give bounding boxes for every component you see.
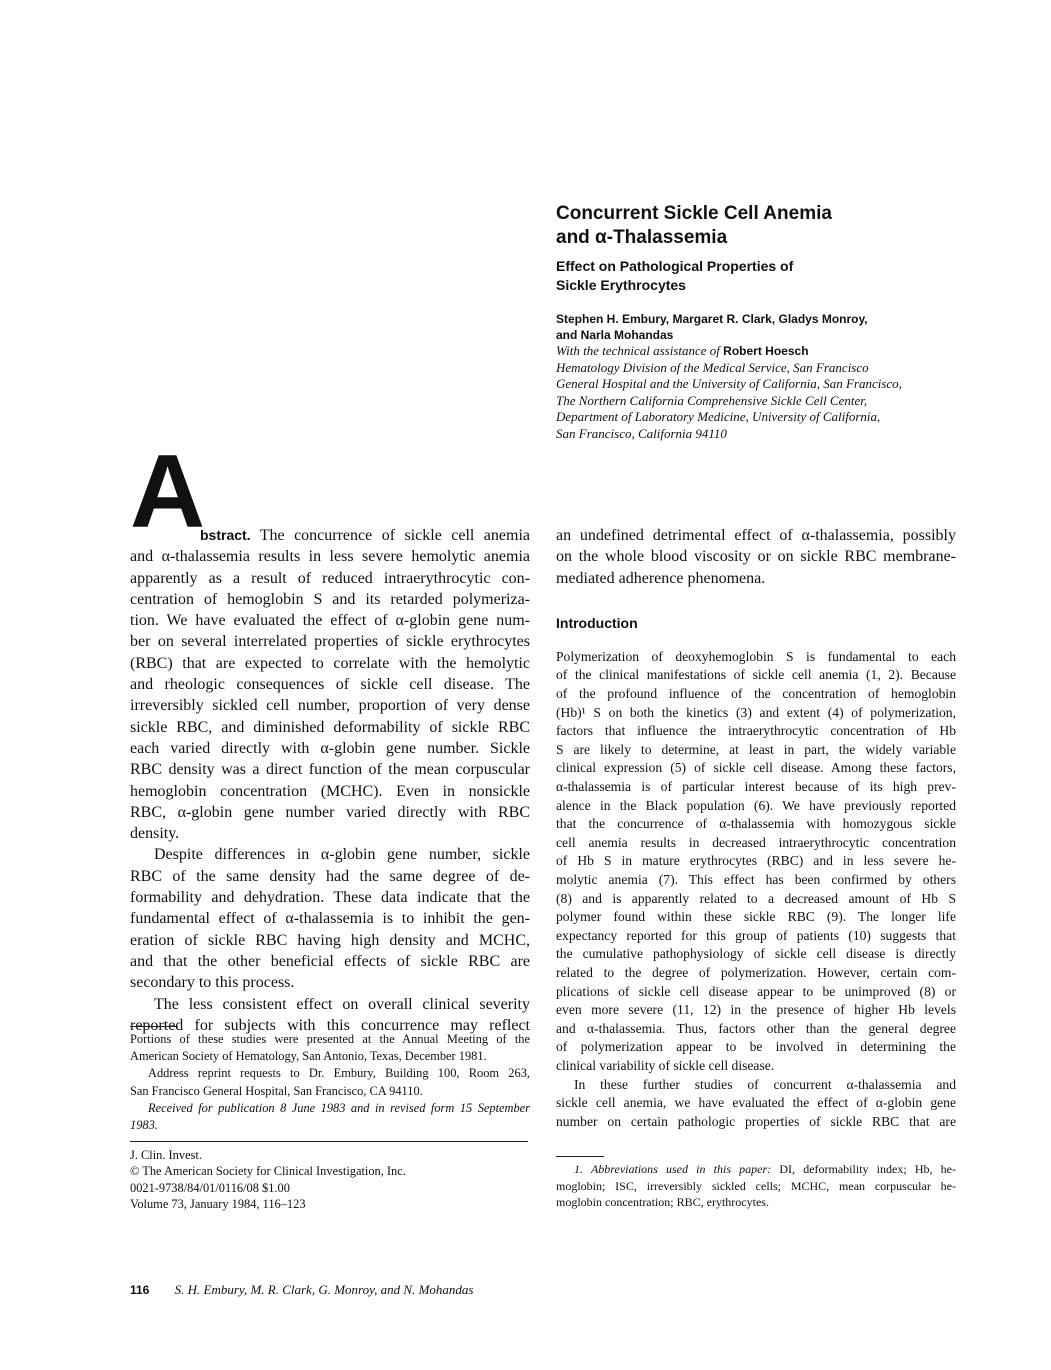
- abstract-line: an undefined detrimental effect of α-thalassemia, possibly: [556, 527, 956, 544]
- affiliation-line: The Northern California Comprehensive Sickle Cell Center,: [556, 392, 868, 408]
- title-line: Concurrent Sickle Cell Anemia: [556, 203, 832, 224]
- footnote-line: Received for publication 8 June 1983 and in revised form 15 September: [148, 1100, 530, 1115]
- footnote-line: Address reprint requests to Dr. Embury, Building 100, Room 263,: [148, 1066, 530, 1081]
- page-footer: [130, 1282, 473, 1298]
- abstract-line: sickle RBC, and diminished deformability of sickle RBC: [130, 718, 530, 736]
- abstract-line: tion. We have evaluated the effect of α-globin gene num-: [130, 612, 530, 630]
- intro-line: number on certain pathologic properties of sickle RBC that are: [556, 1113, 956, 1129]
- abstract-line: formability and dehydration. These data indicate that the: [130, 889, 530, 907]
- abstract-line: irreversibly sickled cell number, proportion of very dense: [130, 697, 530, 715]
- page-number: 116: [130, 1283, 150, 1297]
- footnote-line: Portions of these studies were presented at the Annual Meeting of the: [130, 1032, 530, 1046]
- footnote-line: moglobin; ISC, irreversibly sickled cells; MCHC, mean corpuscular he-: [556, 1178, 956, 1193]
- subtitle-line: Sickle Erythrocytes: [556, 277, 686, 293]
- intro-line: plications of sickle cell disease appear to be unimproved (8) or: [556, 983, 956, 999]
- article-header: [556, 202, 956, 442]
- abstract-line: and rheologic consequences of sickle cell disease. The: [130, 676, 530, 694]
- abstract-line: Despite differences in α-globin gene number, sickle: [154, 846, 530, 864]
- technical-prefix: With the technical assistance of: [556, 343, 724, 358]
- footnote-line: San Francisco General Hospital, San Francisco, CA 94110.: [130, 1083, 423, 1098]
- article-title: [556, 202, 956, 250]
- intro-line: clinical variability of sickle cell disease.: [556, 1057, 775, 1073]
- abstract-line: each varied directly with α-globin gene number. Sickle: [130, 739, 530, 757]
- abstract-line: ber on several interrelated properties of sickle erythrocytes: [130, 633, 530, 651]
- abbreviations-lead: 1. Abbreviations used in this paper:: [574, 1162, 772, 1176]
- abstract-line: RBC density was a direct function of the mean corpuscular: [130, 761, 530, 779]
- intro-line: related to the degree of polymerization. However, certain com-: [556, 964, 956, 980]
- affiliation-line: Hematology Division of the Medical Service, San Francisco: [556, 359, 869, 375]
- intro-line: even more severe (11, 12) in the presence of higher Hb levels: [556, 1002, 956, 1018]
- intro-line: (Hb)¹ S on both the kinetics (3) and extent (4) of polymerization,: [556, 704, 956, 720]
- affiliation-line: San Francisco, California 94110: [556, 425, 727, 441]
- abstract-line: eration of sickle RBC having high density and MCHC,: [130, 931, 530, 949]
- running-head: S. H. Embury, M. R. Clark, G. Monroy, and N. Mohandas: [174, 1282, 474, 1297]
- intro-line: factors that influence the intraerythrocytic concentration of Hb: [556, 723, 956, 739]
- technical-assistance: [556, 343, 956, 360]
- abstract-lead-word: bstract.: [200, 527, 251, 543]
- intro-line: of Hb S in mature erythrocytes (RBC) and in less severe he-: [556, 853, 956, 869]
- affiliation-block: [556, 343, 956, 442]
- subtitle-line: Effect on Pathological Properties of: [556, 258, 794, 274]
- intro-line: and α-thalassemia. Thus, factors other than the general degree: [556, 1020, 956, 1036]
- intro-line: of the profound influence of the concentration of hemoglobin: [556, 686, 956, 702]
- intro-line: alence in the Black population (6). We have previously reported: [556, 797, 956, 813]
- abstract-line: apparently as a result of reduced intraerythrocytic con-: [130, 569, 530, 587]
- abstract-line: reported for subjects with this concurrence may reflect: [130, 1016, 530, 1034]
- footnote-abbreviations: [556, 1156, 956, 1211]
- abstract-drop-cap: A: [130, 434, 206, 550]
- abstract-line: fundamental effect of α-thalassemia is to inhibit the gen-: [130, 910, 530, 928]
- abstract-line: and that the other beneficial effects of sickle RBC are: [130, 952, 530, 970]
- abstract-column: [130, 525, 530, 1036]
- journal-info-line: Volume 73, January 1984, 116–123: [130, 1197, 306, 1212]
- title-line: and α-Thalassemia: [556, 227, 728, 248]
- abstract-first-line-text: The concurrence of sickle cell anemia: [250, 527, 530, 544]
- affiliation-line: General Hospital and the University of California, San Francisco,: [556, 376, 902, 391]
- abstract-line: secondary to this process.: [130, 974, 295, 992]
- abstract-first-line: [130, 525, 530, 546]
- intro-line: S are likely to determine, at least in part, the widely variable: [556, 741, 956, 757]
- affiliation-line: Department of Laboratory Medicine, University of California,: [556, 409, 881, 424]
- introduction-heading: Introduction: [556, 614, 638, 631]
- journal-info-rule: [130, 1141, 528, 1142]
- abstract-line: on the whole blood viscosity or on sickle RBC membrane-: [556, 548, 956, 566]
- journal-info-line: © The American Society for Clinical Investigation, Inc.: [130, 1164, 406, 1179]
- intro-line: of polymerization appear to be involved in determining the: [556, 1039, 956, 1055]
- journal-info: [130, 1147, 530, 1213]
- author-line: and Narla Mohandas: [556, 328, 674, 342]
- intro-line: clinical expression (5) of sickle cell disease. Among these factors,: [556, 760, 956, 776]
- abstract-line: and α-thalassemia results in less severe hemolytic anemia: [130, 548, 530, 566]
- abstract-line: RBC of the same density had the same degree of de-: [130, 867, 530, 885]
- intro-line: that the concurrence of α-thalassemia with homozygous sickle: [556, 816, 956, 832]
- abstract-line: centration of hemoglobin S and its retarded polymeriza-: [130, 590, 530, 608]
- abbreviations-first-line: DI, deformability index; Hb, he-: [771, 1162, 956, 1176]
- intro-line: expectancy reported for this group of patients (10) suggests that: [556, 927, 956, 943]
- footnote-line: 1983.: [130, 1118, 158, 1133]
- abstract-line: RBC, α-globin gene number varied directly with RBC: [130, 803, 530, 821]
- intro-line: In these further studies of concurrent α-thalassemia and: [574, 1076, 956, 1092]
- right-column: [556, 525, 956, 1131]
- intro-line: cell anemia results in decreased intraerythrocytic concentration: [556, 834, 956, 850]
- intro-line: the cumulative pathophysiology of sickle cell disease is directly: [556, 946, 956, 962]
- abstract-line: mediated adherence phenomena.: [556, 569, 766, 587]
- footnote-line: [556, 1161, 956, 1178]
- intro-line: of the clinical manifestations of sickle cell anemia (1, 2). Because: [556, 667, 956, 683]
- article-subtitle: [556, 257, 956, 295]
- footnote-line: moglobin concentration; RBC, erythrocytes.: [556, 1195, 769, 1210]
- abstract-line: hemoglobin concentration (MCHC). Even in nonsickle: [130, 782, 530, 800]
- intro-line: Polymerization of deoxyhemoglobin S is fundamental to each: [556, 648, 956, 664]
- intro-line: molytic anemia (7). This effect has been confirmed by others: [556, 872, 956, 888]
- journal-info-line: J. Clin. Invest.: [130, 1148, 202, 1162]
- intro-line: polymer found within these sickle RBC (9). The longer life: [556, 909, 956, 925]
- abstract-line: density.: [130, 825, 180, 843]
- intro-line: α-thalassemia is of particular interest because of its high prev-: [556, 779, 956, 795]
- footnote-line: American Society of Hematology, San Antonio, Texas, December 1981.: [130, 1049, 487, 1064]
- intro-line: (8) and is apparently related to a decreased amount of Hb S: [556, 890, 956, 906]
- intro-line: sickle cell anemia, we have evaluated the effect of α-globin gene: [556, 1095, 956, 1111]
- author-list: [556, 311, 956, 343]
- footnotes-left: [130, 1026, 530, 1134]
- abstract-line: The less consistent effect on overall clinical severity: [154, 995, 530, 1013]
- abstract-line: (RBC) that are expected to correlate with the hemolytic: [130, 654, 530, 672]
- technical-name: Robert Hoesch: [723, 344, 809, 358]
- journal-info-line: 0021-9738/84/01/0116/08 $1.00: [130, 1180, 290, 1195]
- author-line: Stephen H. Embury, Margaret R. Clark, Gladys Monroy,: [556, 312, 868, 326]
